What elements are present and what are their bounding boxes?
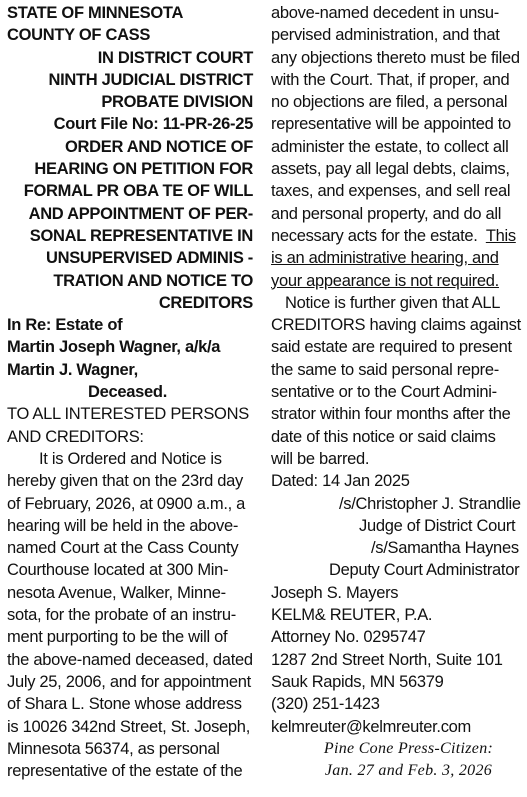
body-line: hereby given that on the 23rd day [7,472,243,491]
body-line: July 25, 2006, and for appointment [7,672,251,691]
left-column [7,2,253,782]
body-line: Courthouse located at 300 Min- [7,561,229,580]
body-line: assets, pay all legal debts, claims, [271,160,510,179]
body-line: representative of the estate of the [7,762,243,781]
body-line: taxes, and expenses, and sell real [271,182,511,201]
addressee-line: AND CREDITORS: [7,427,144,446]
notice-title-line: CREDITORS [158,293,253,312]
state-heading: STATE OF MINNESOTA [7,4,184,22]
decedent-alias: Martin J. Wagner, [7,360,138,379]
notice-title-line: HEARING ON PETITION FOR [34,160,253,179]
body-line: nesota Avenue, Walker, Minne- [7,583,226,602]
court-line: IN DISTRICT COURT [97,48,253,67]
addressee-line: TO ALL INTERESTED PERSONS [7,405,249,424]
creditors-notice-line: will be barred. [271,449,370,468]
body-line: named Court at the Cass County [7,539,239,558]
notice-title-line: FORMAL PR OBA TE OF WILL [23,182,253,201]
notice-title-line: AND APPOINTMENT OF PER- [28,204,253,223]
body-line: any objections thereto must be filed [271,48,520,67]
creditors-notice-line: strator within four months after the [271,405,511,424]
law-firm: KELM& REUTER, P.A. [271,606,433,625]
court-line: NINTH JUDICIAL DISTRICT [48,70,253,89]
notice-title-line: SONAL REPRESENTATIVE IN [29,226,253,245]
judge-signature: /s/Christopher J. Strandlie [339,494,521,513]
attorney-name: Joseph S. Mayers [271,583,399,602]
publication-dates: Jan. 27 and Feb. 3, 2026 [324,762,493,780]
body-text: necessary acts for the estate. [271,226,478,245]
body-line: of February, 2026, at 0900 a.m., a [7,494,246,513]
creditors-notice-line: CREDITORS having claims against [271,316,521,335]
body-line: with the Court. That, if proper, and [271,70,510,89]
hearing-notice-underlined: This [485,226,516,245]
court-line: PROBATE DIVISION [101,93,253,112]
body-line: administer the estate, to collect all [271,137,509,156]
decedent-name: Martin Joseph Wagner, a/k/a [7,338,221,357]
attorney-number: Attorney No. 0295747 [271,628,426,647]
court-file-number: Court File No: 11-PR-26-25 [53,115,253,134]
body-line-mixed [271,225,520,247]
body-line: above-named decedent in unsu- [271,4,499,22]
firm-address: 1287 2nd Street North, Suite 101 [271,650,503,669]
dated-line: Dated: 14 Jan 2025 [271,472,410,491]
body-line: and personal property, and do all [271,204,502,223]
firm-phone: (320) 251-1423 [271,695,380,714]
right-column [271,2,520,782]
creditors-notice-line: date of this notice or said claims [271,427,496,446]
hearing-notice-underlined: is an administrative hearing, and [271,249,499,268]
firm-city: Sauk Rapids, MN 56379 [271,672,444,691]
publication-name: Pine Cone Press-Citizen: [323,739,494,757]
estate-caption: In Re: Estate of [7,316,123,335]
county-heading: COUNTY OF CASS [7,26,151,45]
body-line: Minnesota 56374, as personal [7,739,220,758]
body-line: no objections are filed, a personal [271,93,508,112]
creditors-notice-line: said estate are required to present [271,338,512,357]
body-line: It is Ordered and Notice is [39,449,222,468]
body-line: is 10026 342nd Street, St. Joseph, [7,717,250,736]
creditors-notice-line: Notice is further given that ALL [285,293,501,312]
firm-email: kelmreuter@kelmreuter.com [271,717,471,736]
body-line: of Shara L. Stone whose address [7,695,242,714]
judge-title: Judge of District Court [359,516,516,535]
admin-signature: /s/Samantha Haynes [371,539,519,558]
creditors-notice-line: sentative or to the Court Admini- [271,383,497,402]
notice-title-line: TRATION AND NOTICE TO [53,271,253,290]
hearing-notice-underlined: your appearance is not required. [271,271,499,290]
body-line: ment purporting to be the will of [7,628,228,647]
body-line: representative will be appointed to [271,115,511,134]
notice-title-line: UNSUPERVISED ADMINIS - [45,249,253,268]
body-line: hearing will be held in the above- [7,516,239,535]
admin-title: Deputy Court Administrator [329,561,520,580]
body-line: pervised administration, and that [271,26,500,45]
body-line: sota, for the probate of an instru- [7,606,236,625]
notice-title-line: ORDER AND NOTICE OF [64,137,253,156]
body-line: the above-named deceased, dated [7,650,253,669]
creditors-notice-line: the same to said personal repre- [271,360,499,379]
deceased-label: Deceased. [88,383,167,402]
